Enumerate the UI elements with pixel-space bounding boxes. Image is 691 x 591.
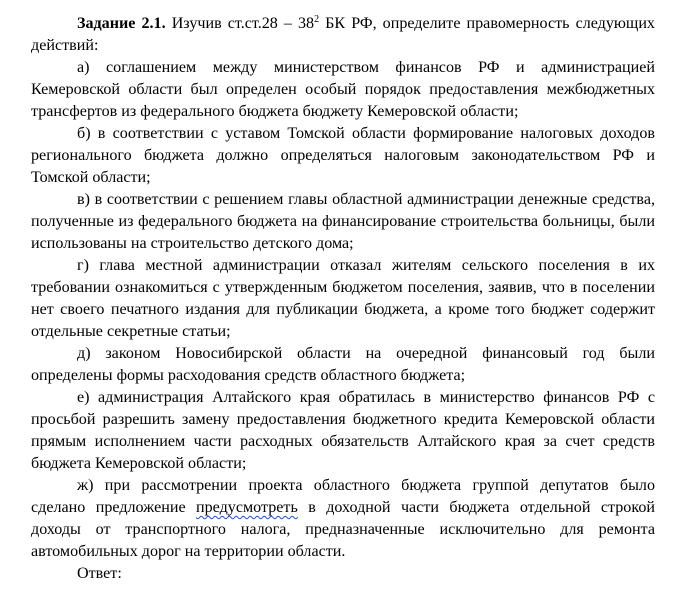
task-intro-superscript: 2 (314, 14, 320, 25)
item-a-line-3: трансфертов из федерального бюджета бюджету Кемеровской области; (31, 103, 519, 120)
task-label: Задание 2.1. (77, 15, 166, 32)
item-e-line-3: прямым исполнением части расходных обязательств Алтайского края за счет средств (31, 433, 655, 450)
task-intro-line-2: действий: (31, 37, 99, 54)
item-zh-line-3: доходы от транспортного налога, предназначенные исключительно для ремонта (31, 521, 655, 538)
item-g-line-4: отдельные секретные статьи; (31, 323, 231, 340)
item-a-line-1: а) соглашением между министерством финансов РФ и администрацией (77, 59, 655, 76)
document-body (31, 13, 655, 585)
item-v-line-1: в) в соответствии с решением главы областной администрации денежные средства, (77, 191, 655, 208)
item-b-line-3: Томской области; (31, 169, 151, 186)
task-intro-a: Изучив ст.ст.28 – 38 (165, 15, 315, 32)
item-zh-line-1: ж) при рассмотрении проекта областного бюджета группой депутатов было (77, 477, 655, 494)
item-a-line-2: Кемеровской области был определен особый порядок предоставления межбюджетных (31, 81, 655, 98)
item-zh-line-2-start: сделано предложение (31, 499, 197, 516)
item-e-line-1: е) администрация Алтайского края обратилась в министерство финансов РФ с (77, 389, 655, 406)
task-heading-line (31, 13, 655, 35)
item-zh-line-2-end: в доходной части бюджета отдельной строкой (297, 499, 655, 516)
item-d-line-1: д) законом Новосибирской области на очередной финансовый год были (77, 345, 655, 362)
item-g-line-1: г) глава местной администрации отказал жителям сельского поселения в их (77, 257, 655, 274)
item-b-line-2: регионального бюджета должно определяться налоговым законодательством РФ и (31, 147, 655, 164)
item-v-line-2: полученные из федерального бюджета на финансирование строительства больницы, были (31, 213, 655, 230)
item-v-line-3: использованы на строительство детского дома; (31, 235, 354, 252)
task-intro-b: БК РФ, определите правомерность следующих (319, 15, 655, 32)
spellcheck-flagged-word[interactable]: предусмотреть (196, 499, 298, 516)
answer-label: Ответ: (77, 565, 122, 582)
item-g-line-3: нет своего печатного издания для публикации бюджета, а кроме того бюджет содержит (31, 301, 655, 318)
item-zh-line-2 (31, 497, 655, 519)
item-b-line-1: б) в соответствии с уставом Томской области формирование налоговых доходов (77, 125, 655, 142)
item-d-line-2: определены формы расходования средств областного бюджета; (31, 367, 466, 384)
item-zh-line-4: автомобильных дорог на территории области. (31, 543, 346, 560)
item-e-line-2: просьбой разрешить замену предоставления бюджетного кредита Кемеровской области (31, 411, 655, 428)
item-g-line-2: требовании ознакомиться с утвержденным бюджетом поселения, заявив, что в поселении (31, 279, 655, 296)
item-e-line-4: бюджета Кемеровской области; (31, 455, 247, 472)
